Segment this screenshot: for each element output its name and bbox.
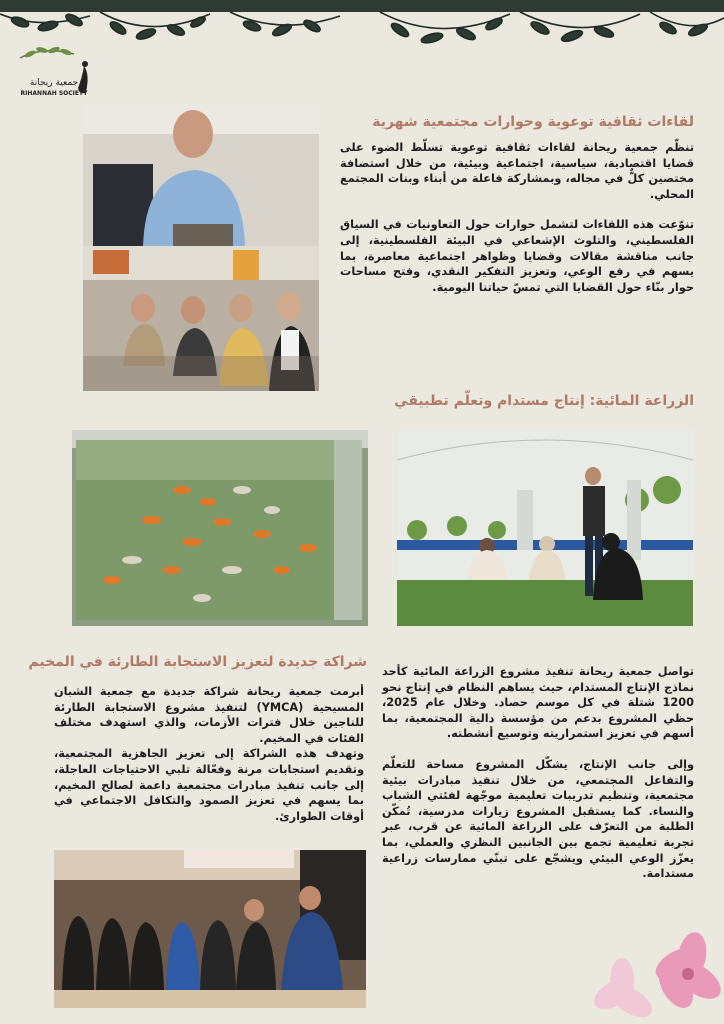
pink-flower-decoration [574, 924, 724, 1024]
section3-heading: شراكة جديدة لتعزيز الاستجابة الطارئة في المخيم [28, 654, 367, 670]
section2-heading: الزراعة المائية: إنتاج مستدام وتعلّم تطبيقي [394, 393, 694, 409]
fish-tank-photo [72, 430, 368, 626]
section1-paragraph-2: تنوّعت هذه اللقاءات لتشمل حوارات حول التعاونيات في السياق الفلسطيني، والتلوث الإشعاعي في البيئة الفلسطينية، إلى جانب مناقشة مقالات وقضايا وظواهر اجتماعية معاصرة، بما يسهم في رفع الوعي، وتعزيز التفكير النقدي، وفتح مساحات حوار بنّاء حول القضايا التي تمسّ حياتنا اليومية. [340, 218, 694, 294]
section1-heading: لقاءات ثقافية توعوية وحوارات مجتمعية شهرية [372, 114, 694, 130]
section2-paragraph-2: وإلى جانب الإنتاج، يشكّل المشروع مساحة للتعلّم والتفاعل المجتمعي، من خلال تنفيذ مبادرات بيئية مجتمعية، وتنظيم تدريبات تعليمية موجّهة لفئتي الشباب والنساء. كما يستقبل المشروع زيارات مدرسية، تُمكّن الطلبة من التعرّف على الزراعة المائية عن قرب، عبر تجربة تعليمية تجمع بين الجانبين النظري والعملي، بما يعزّز الوعي البيئي ويشجّع على تبنّي ممارسات زراعية مستدامة. [382, 757, 694, 881]
logo-subtitle: RIHANNAH SOCIETY [20, 90, 88, 97]
section1-text [340, 140, 694, 295]
section3-paragraph-2: وتهدف هذه الشراكة إلى تعزيز الجاهزية المجتمعية، وتقديم استجابات مرنة وفعّالة تلبي الاحتياجات العاجلة، إلى جانب تنفيذ مبادرات مجتمعية داعمة لصالح المخيم، بما يسهم في تعزيز الصمود والتكافل الاجتماعي في أوقات الطوارئ. [54, 747, 364, 823]
logo-name: جمعية ريحانة [29, 78, 79, 88]
rihannah-logo [14, 44, 106, 106]
audience-photo [83, 246, 319, 391]
section2-text [382, 664, 694, 882]
section1-paragraph-1: تنظّم جمعية ريحانة لقاءات ثقافية توعوية تسلّط الضوء على قضايا اقتصادية، سياسية، اجتماعية وبيئية، من خلال استضافة مختصين كلٌّ في مجاله، وبمشاركة فاعلة من أبناء وبنات المجتمع المحلي. [340, 141, 694, 201]
speaker-photo [83, 104, 319, 247]
leaves-border-decoration [0, 0, 724, 52]
section3-paragraph-1: أبرمت جمعية ريحانة شراكة جديدة مع جمعية الشبان المسيحية (YMCA) لتنفيذ مشروع الاستجابة الطارئة للناجين خلال فترات الأزمات، والذي استهدف مختلف الفئات في المخيم. [54, 685, 364, 745]
hydroponic-greenhouse-photo [397, 430, 693, 626]
section2-paragraph-1: تواصل جمعية ريحانة تنفيذ مشروع الزراعة المائية كأحد نماذج الإنتاج المستدام، حيث يساهم النظام في إنتاج نحو 1200 شتلة في كل موسم حصاد. وخلال عام 2025، حظي المشروع بدعم من مؤسسة دالية المجتمعية، بما أسهم في تعزيز استمراريته وتوسيع أنشطته. [382, 665, 694, 741]
section3-text [54, 684, 364, 824]
women-group-photo [54, 850, 366, 1008]
